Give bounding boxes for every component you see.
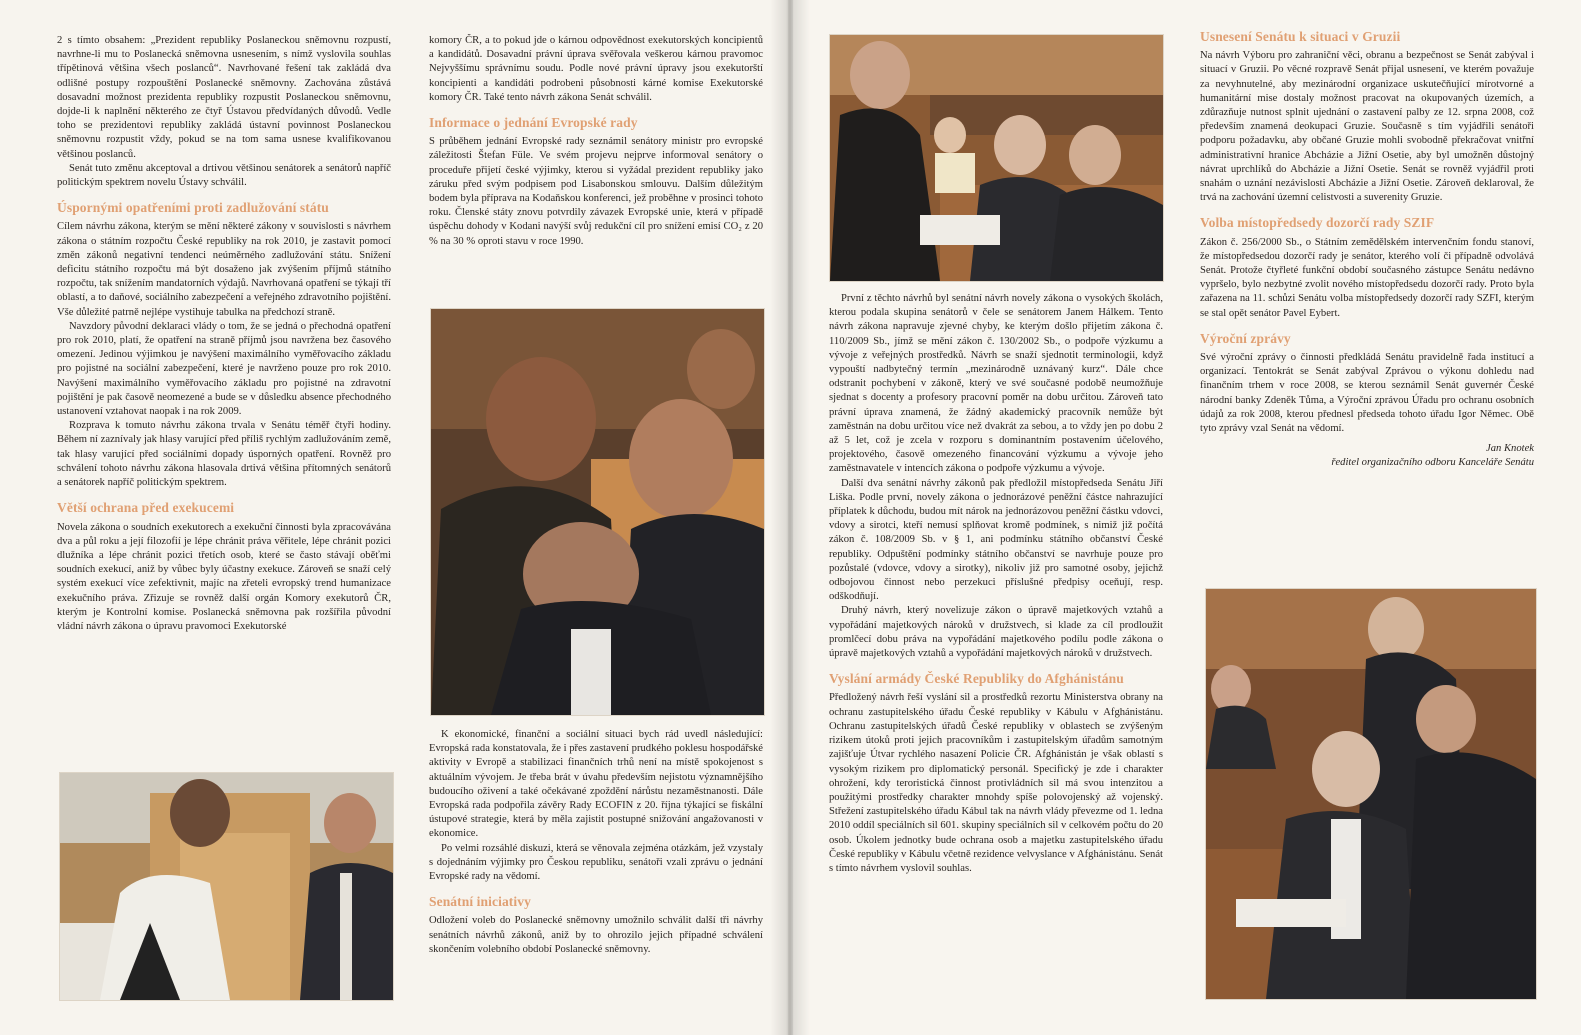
section-heading: Usnesení Senátu k situaci v Gruzii <box>1200 30 1401 44</box>
paragraph: Odložení voleb do Poslanecké sněmovny umožnilo schválit další tři návrhy senátních návrhů zákonů, aniž by to ohrozilo jejich případné schválení skončením volebního období Poslanecké sněmovny. <box>429 915 763 955</box>
book-gutter <box>770 0 810 1035</box>
paragraph: Navzdory původní deklaraci vlády o tom, že se jedná o přechodná opatření pro rok 2010, platí, že opatření na straně příjmů jsou navržena bez časového omezení. Jedinou výjimkou je navýšení maximálního vyměřovacího základu pro pojistné na sociální zabezpečení, které je navrženo pouze pro rok 2010. Navýšení maximálního vyměřovacího základu pro pojistné na zdravotní pojištění je pak časově neomezené a bude se v důsledku absence přechodného ustanovení vztahovat naopak i na rok 2009. <box>57 320 391 418</box>
section-heading: Úspornými opatřeními proti zadlužování státu <box>57 200 329 216</box>
paragraph: Další dva senátní návrhy zákonů pak předložil místopředseda Senátu Jiří Liška. Podle první, novely zákona o jednorázové peněžní částce nahrazující příplatek k důchodu, budou mít nárok na jednorázovou peněžní částku vdovci, vdovy a sirotci, kteří nemusí splňovat kromě podmínek, s nimiž již počítá zákon č. 108/2009 Sb. v § 1, ani podmínku státního občanství České republiky. Odpuštění podmínky státního občanství se navrhuje pouze pro pozůstalé (vdovce, vdovy a sirotky), nikoliv již pro samotné osoby, jejichž odbojovou činnost nebo perzekuci příslušné předpisy oceňují, resp. odškodňují. <box>829 477 1163 603</box>
left-page <box>0 0 788 1035</box>
paragraph: Po velmi rozsáhlé diskuzi, která se věnovala zejména otázkám, jež vzystaly s dojednáním výjimky pro Českou republiku, senátoři vzali zprávu o jednání Evropské rady na vědomí. <box>429 842 763 883</box>
section-heading: Větší ochrana před exekucemi <box>57 500 235 516</box>
section-heading: Vyslání armády České Republiky do Afghánistánu <box>829 671 1124 687</box>
paragraph: Novela zákona o soudních exekutorech a exekuční činnosti byla zpracovávána dva a půl roku a její filozofií je lépe chránit práva věřitele, lépe chránit pozici dlužníka a lépe chránit pozici třetích osob, které se často stávají oběťmi soudních exekucí, aniž by vůbec byly účastny exekuce. Zároveň se snaží celý systém exekucí více zefektivnit, majíc na zřeteli evropský trend humanizace exekučního práva. Zřizuje se rovněž další orgán Komory exekutorů ČR, kterým je Kontrolní komise. Poslanecká sněmovna pak rozšířila původní vládní návrh zákona o úpravu pravomoci Exekutorské <box>57 521 391 632</box>
paragraph: Senát tuto změnu akceptoval a drtivou většinou senátorek a senátorů napříč politickým spektrem novelu Ústavy schválil. <box>57 162 391 189</box>
paragraph: 2 s tímto obsahem: „Prezident republiky Poslaneckou sněmovnu rozpustí, navrhne-li mu to Poslanecká sněmovna usnesením, s nímž vyslovila souhlas třípětinová většina všech poslanců“. Navrhované řešení tak zakládá dva odlišné postupy rozpouštění Poslanecké sněmovny. Zachována zůstává dosavadní možnost prezidenta republiky rozpustit Poslaneckou sněmovnu, dojde-li k naplnění některého ze čtyř Ústavou předvídaných důvodů. Vedle toho se prezidentovi republiky zakládá ústavní povinnost Poslaneckou sněmovnu rozpustit vždy, pokud se na tom sama usnese kvalifikovanou většinou poslanců. <box>57 35 391 160</box>
paragraph: S průběhem jednání Evropské rady seznámil senátory ministr pro evropské záležitosti Štefan Füle. Ve svém projevu nejprve informoval senátory o proceduře přijetí české výjimky, kterou si vyžádal prezident republiky jako záruku před svým podpisem pod Lisabonskou smlouvu. Dalším důležitým bodem byla příprava na Kodaňskou konferenci, jež proběhne v prosinci tohoto roku. Členské státy znovu potvrdily závazek Evropské unie, která v případě úspěchu dohody v Kodani navýší svůj redukční cíl pro snížení emisí CO₂ z 20 % na 30 % oproti stavu v roce 1990. <box>429 136 763 247</box>
right-page <box>793 0 1581 1035</box>
column-1 <box>57 34 391 764</box>
paragraph: Druhý návrh, který novelizuje zákon o úpravě majetkových vztahů a vypořádání majetkových nároků v družstvech, si klade za cíl prodloužit promlčecí dobu práva na vypořádání majetkového podílu podle zákona o úpravě majetkových vztahů a vypořádání majetkových nároků v družstvech. <box>829 605 1163 660</box>
column-2-continued <box>429 728 763 1008</box>
author-title: ředitel organizačního odboru Kanceláře Senátu <box>1331 457 1534 469</box>
paragraph: Cílem návrhu zákona, kterým se mění některé zákony v souvislosti s návrhem zákona o státním rozpočtu České republiky na rok 2010, je zastavit pomocí změn zákonů negativní tendenci neúměrného zadlužování státu. Snížení deficitu státního rozpočtu má být dosaženo jak zvýšením příjmů státního rozpočtu, tak snížením mandatorních výdajů. Navrhovaná opatření se týkají tří oblastí, a to daňové, sociálního zabezpečení a veřejného zdravotního pojištění. Vše důležité patrně nejlépe vystihuje tabulka na předchozí straně. <box>57 221 391 318</box>
photo-senators-conversation <box>59 772 394 1001</box>
paragraph: Předložený návrh řeší vyslání sil a prostředků rezortu Ministerstva obrany na ochranu zastupitelského úřadu České republiky v Kábulu v Afghánistánu. Ochranu zastupitelských úřadů České republiky v oblastech se zvýšeným rizikem útoků proti jejich pracovníkům i zastupitelským úřadům samotným zajišťuje Útvar rychlého nasazení Policie ČR. Afghánistán je však oblastí s vysokým rizikem pro diplomatický personál. Specifický je zde i charakter ohrožení, kdy teroristická činnost protivládních sil má svou intenzitou a použitými prostředky charakter mnohdy spíše polovojenský až vojenský. Střežení zastupitelského úřadu Kábul tak na návrh vlády převezme od 1. ledna 2010 oddíl speciálních sil 601. skupiny speciálních sil v celkovém počtu do 20 osob. Úkolem jednotky bude ochrana osob a majetku zastupitelského úřadu České republiky v Kábulu včetně rezidence velvyslance v Afghánistánu. Senát s tímto návrhem vyslovil souhlas. <box>829 692 1163 874</box>
column-4 <box>1200 30 1534 578</box>
paragraph: Zákon č. 256/2000 Sb., o Státním zemědělském intervenčním fondu stanoví, že místopředsedou dozorčí rady je senátor, kterého volí či případně odvolává Senát. Protože čtyřleté funkční období současného zástupce Senátu nedávno vypršelo, bylo nezbytné zvolit nového místopředsedu dozorčí rady. Proto byla zařazena na 11. schůzi Senátu volba místopředsedy dozorčí rady SZFI, kterým se stal opět senátor Pavel Eybert. <box>1200 236 1534 319</box>
author-signature <box>1200 442 1534 470</box>
paragraph: Rozprava k tomuto návrhu zákona trvala v Senátu téměř čtyři hodiny. Během ní zaznívaly jak hlasy varující před příliš rychlým zadlužováním země, tak hlasy varující před sociálními dopady úsporných opatření. Rovněž pro schválení tohoto návrhu zákona hlasovala drtivá většina přítomných senátorů a senátorek napříč politickým spektrem. <box>57 420 391 489</box>
author-name: Jan Knotek <box>1486 443 1534 455</box>
section-heading: Informace o jednání Evropské rady <box>429 115 638 131</box>
paragraph: Na návrh Výboru pro zahraniční věci, obranu a bezpečnost se Senát zabýval i situací v Gruzii. Po věcné rozpravě Senát přijal usnesení, ve kterém považuje za nevyhnutelné, aby mezinárodní organizace uskutečňující mírotvorné a humanitární mise dostaly možnost pracovat na okupovaných územích, a zdůrazňuje nutnost splnit ujednání o zastavení palby ze 12. srpna 2008, což především znamená deokupaci Gruzie. Současně s tím vyjádřili senátoři podporu požadavku, aby občané Gruzie mohli svobodně překračovat vnitřní administrativní hranice Abcházie a Jižní Osetie, aby byl umožněn důstojný návrat uprchlíků do Abcházie a Jižní Osetie. Senát se rovněž vyjádřil proti snahám o uznání nezávislosti Abcházie a Jižní Osetie. Zároveň deklaroval, že trvá na zachování územní celistvosti a suverenity Gruzie. <box>1200 50 1534 204</box>
photo-senators-reading <box>1205 588 1537 1000</box>
section-heading: Volba místopředsedy dozorčí rady SZIF <box>1200 215 1435 231</box>
paragraph: První z těchto návrhů byl senátní návrh novely zákona o vysokých školách, kterou podala skupina senátorů v čele se senátorem Janem Hálkem. Tento návrh zákona napravuje zjevné chyby, ke kterým došlo přijetím zákona č. 110/2009 Sb., jímž se mění zákon č. 130/2002 Sb., o podpoře výzkumu a vývoje z veřejných prostředků. Návrh se snaží sjednotit terminologii, když vypouští nadbytečný termín „mezinárodně uznávaný kurz“. Dále chce odstranit pochybení v zákoně, který ve své současné podobě neumožňuje sjednat s docenty a profesory pracovní poměr na dobu určitou. Zároveň tato právní úprava znamená, že žádný akademický pracovník nemůže být zaměstnán na dobu určitou více než dvakrát za sebou, a to vždy jen po dobu 2 až 5 let, což je zcela v rozporu s dominantním postavením účelového, projektového, časově omezeného financování výzkumu a vývoje jeho zaměstnavatele v intencích zákona o podpoře výzkumu a vývoje. <box>829 293 1163 475</box>
photo-ministers-talking <box>430 308 765 716</box>
column-2 <box>429 34 763 296</box>
column-3 <box>829 292 1163 1012</box>
paragraph: komory ČR, a to pokud jde o kárnou odpovědnost exekutorských koncipientů a kandidátů. Dosavadní právní úprava svěřovala veškerou kárnou pravomoc Nejvyššímu správnímu soudu. Podle nové právní úpravy jsou exekutorští koncipienti a kandidáti podrobeni působnosti kárné komise Exekutorské komory ČR. Také tento návrh zákona Senát schválil. <box>429 35 763 103</box>
section-heading: Výroční zprávy <box>1200 330 1291 346</box>
photo-senate-chamber <box>829 34 1164 282</box>
paragraph: K ekonomické, finanční a sociální situaci bych rád uvedl následující: Evropská rada konstatovala, že i přes zastavení prudkého poklesu hospodářské aktivity v Evropě a stabilizaci finančních trhů není na místě spokojenost s aktuálním vývojem. Je třeba brát v úvahu především nejistotu významnějšího budoucího oživení a také očekávané zpoždění nárůstu nezaměstnanosti. Dále Evropská rada podpořila závěry Rady ECOFIN z 20. října týkající se fiskální ústupové strategie, která by měla zajistit postupné snižování angažovanosti v ekonomice. <box>429 729 763 840</box>
paragraph: Své výroční zprávy o činnosti předkládá Senátu pravidelně řada institucí a organizací. Tentokrát se Senát zabýval Zprávou o výkonu dohledu nad finančním trhem v roce 2008, se kterou seznámil Senát guvernér České národní banky Zdeněk Tůma, a Výroční zprávou Úřadu pro ochranu osobních údajů za rok 2008, kterou přednesl předseda tohoto úřadu Igor Němec. Obě tyto zprávy vzal Senát na vědomí. <box>1200 352 1534 435</box>
section-heading: Senátní iniciativy <box>429 894 531 910</box>
